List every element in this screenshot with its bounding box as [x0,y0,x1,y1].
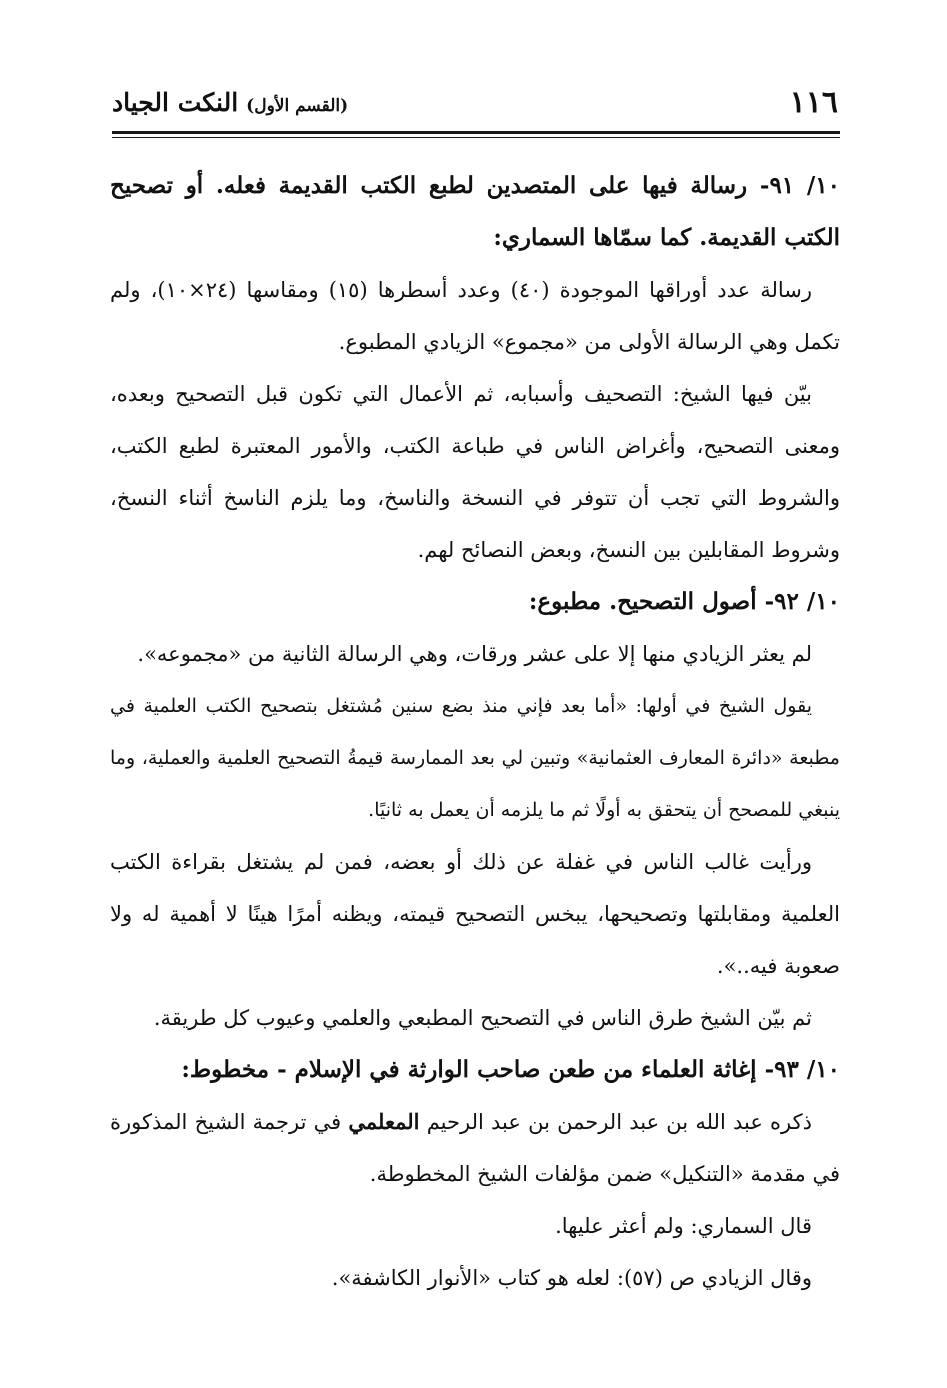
header-rule-thick [112,131,840,134]
entry-title-92: ١٠/ ٩٢- أصول التصحيح. مطبوع: [528,588,840,615]
paragraph: ثم بيّن الشيخ طرق الناس في التصحيح المطبعي والعلمي وعيوب كل طريقة. [153,1006,812,1030]
paragraph: قال السماري: ولم أعثر عليها. [555,1214,812,1238]
paragraph: لم يعثر الزيادي منها إلا على عشر ورقات، وهي الرسالة الثانية من «مجموعه». [137,642,812,666]
book-title: النكت الجياد [112,87,239,117]
header-rule-thin [112,137,840,138]
running-header [112,82,838,122]
paragraph: ورأيت غالب الناس في غفلة عن ذلك أو بعضه، فمن لم يشتغل بقراءة الكتب العلمية ومقابلتها وتصحيحها، يبخس التصحيح قيمته، ويظنه أمرًا هينًا لا أهمية له ولا صعوبة فيه..». [110,850,840,978]
author-name: المعلمي [348,1109,420,1134]
paragraph: وقال الزيادي ص (٥٧): لعله هو كتاب «الأنوار الكاشفة». [331,1266,812,1290]
paragraph-text: في ترجمة الشيخ المذكورة في مقدمة «التنكيل» ضمن مؤلفات الشيخ المخطوطة. [110,1110,840,1186]
book-title-block [112,88,348,117]
quote-paragraph: يقول الشيخ في أولها: «أما بعد فإني منذ بضع سنين مُشتغل بتصحيح الكتب العلمية في مطبعة «دائرة المعارف العثمانية» وتبين لي بعد الممارسة قيمةُ التصحيح العلمية والعملية، وما ينبغي للمصحح أن يتحقق به أولًا ثم ما يلزمه أن يعمل به ثانيًا. [110,695,840,821]
page-body [110,160,840,1304]
entry-title-91: ١٠/ ٩١- رسالة فيها على المتصدين لطبع الكتب القديمة فعله. أو تصحيح الكتب القديمة. كما سمّاها السماري: [110,172,840,251]
entry-title-93: ١٠/ ٩٣- إغاثة العلماء من طعن صاحب الوارثة في الإسلام - مخطوط: [181,1056,840,1083]
paragraph: بيّن فيها الشيخ: التصحيف وأسبابه، ثم الأعمال التي تكون قبل التصحيح وبعده، ومعنى التصحيح، وأغراض الناس في طباعة الكتب، والأمور المعتبرة لطبع الكتب، والشروط التي تجب أن تتوفر في النسخة والناسخ، وما يلزم الناسخ أثناء النسخ، وشروط المقابلين بين النسخ، وبعض النصائح لهم. [110,382,840,562]
paragraph: رسالة عدد أوراقها الموجودة (٤٠) وعدد أسطرها (١٥) ومقاسها (٢٤×١٠)، ولم تكمل وهي الرسالة الأولى من «مجموع» الزيادي المطبوع. [110,278,840,354]
paragraph-text: ذكره عبد الله بن عبد الرحمن بن عبد الرحيم [426,1110,812,1134]
paragraph [110,1096,840,1200]
book-subtitle: (القسم الأول) [246,95,349,116]
page-number: ١١٦ [789,84,838,120]
